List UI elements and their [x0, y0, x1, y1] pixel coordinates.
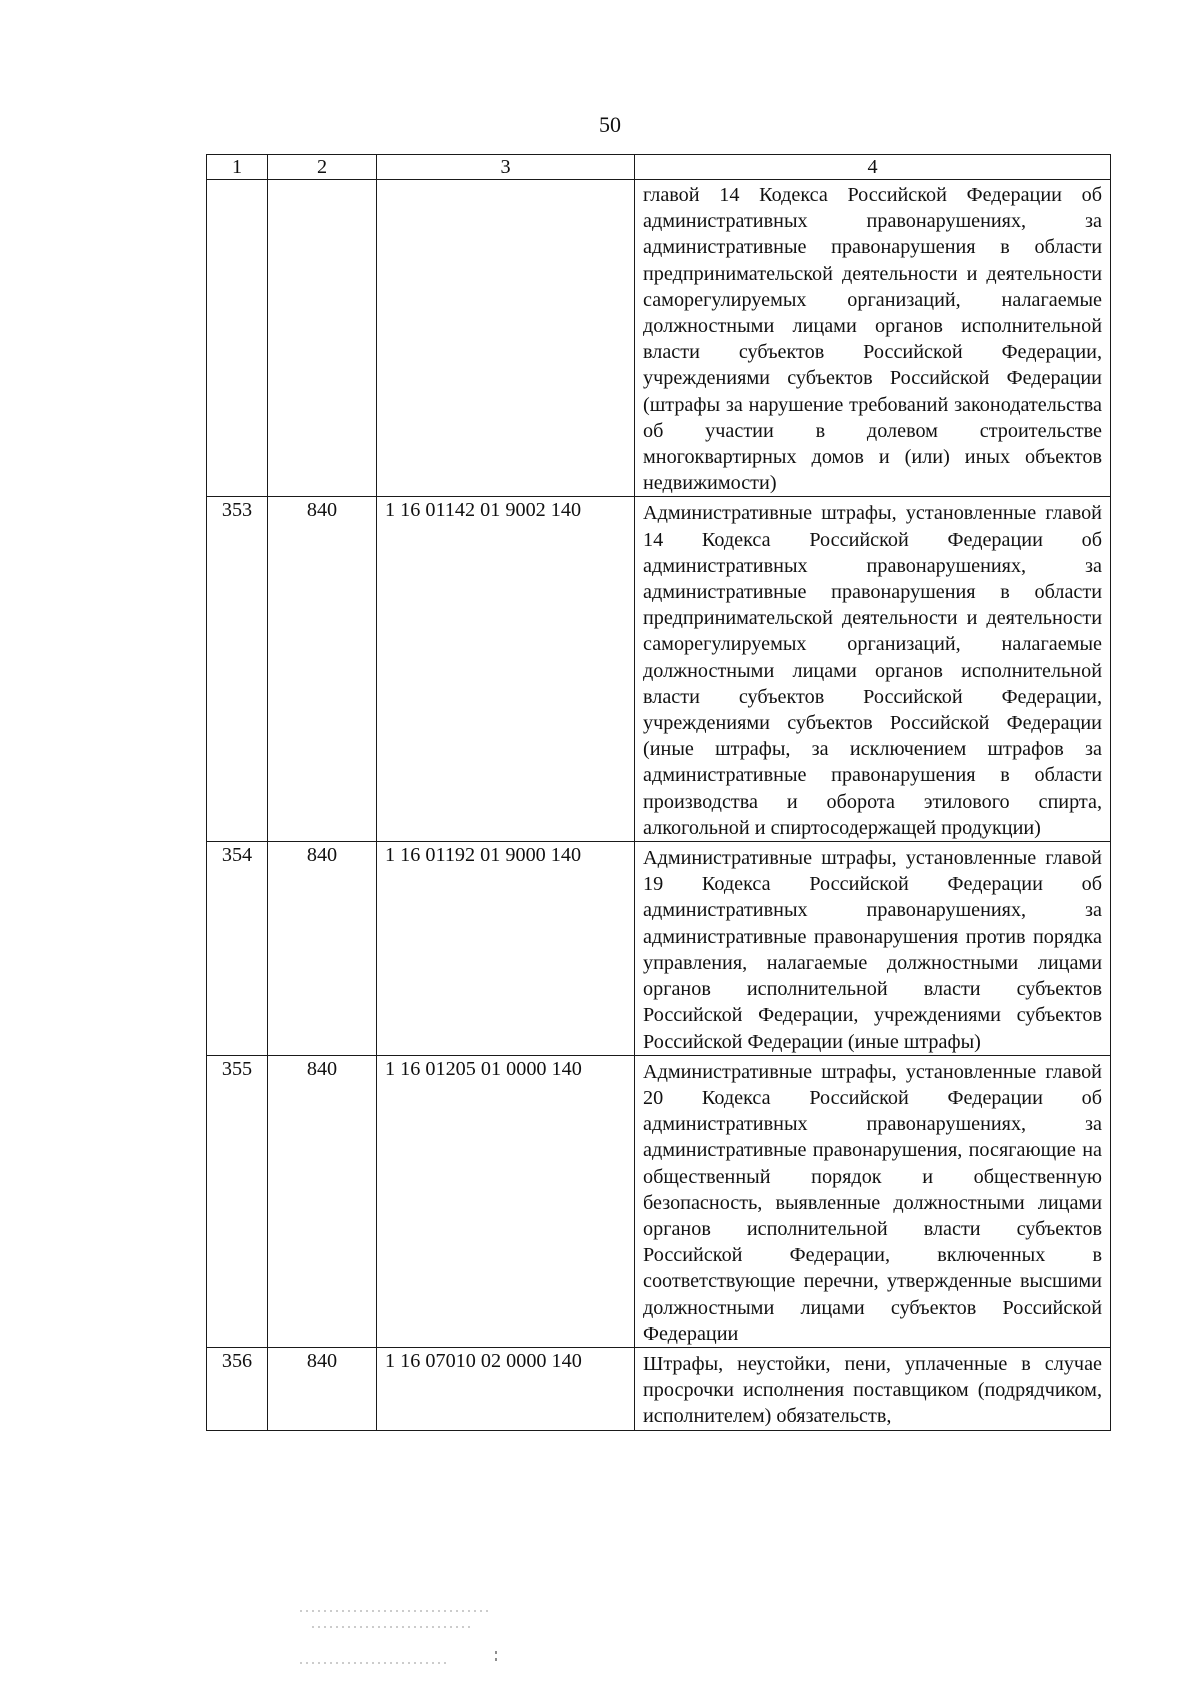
row-number: 355: [207, 1055, 268, 1347]
revenue-description: Административные штрафы, установленные главой 20 Кодекса Российской Федерации об административных правонарушениях, за административные правонарушения, посягающие на общественный порядок и общественную безопасность, выявленные должностными лицами органов исполнительной власти субъектов Российской Федерации, включенных в соответствующие перечни, утвержденные высшими должностными лицами субъектов Российской Федерации: [635, 1055, 1111, 1347]
table-row: [207, 497, 1111, 842]
scan-artifact: [300, 1605, 500, 1685]
revenue-code: 1 16 01205 01 0000 140: [377, 1055, 635, 1347]
header-col-1: 1: [207, 155, 268, 180]
table-row: [207, 842, 1111, 1056]
revenue-description: Административные штрафы, установленные главой 14 Кодекса Российской Федерации об административных правонарушениях, за административные правонарушения в области предпринимательской деятельности и деятельности саморегулируемых организаций, налагаемые должностными лицами органов исполнительной власти субъектов Российской Федерации, учреждениями субъектов Российской Федерации (иные штрафы, за исключением штрафов за административные правонарушения в области производства и оборота этилового спирта, алкогольной и спиртосодержащей продукции): [635, 497, 1111, 842]
header-row: [207, 155, 1111, 180]
admin-code: 840: [268, 1055, 377, 1347]
admin-code: 840: [268, 842, 377, 1056]
header-col-2: 2: [268, 155, 377, 180]
row-number: 356: [207, 1347, 268, 1430]
revenue-code: 1 16 01192 01 9000 140: [377, 842, 635, 1056]
table-row: [207, 1347, 1111, 1430]
row-number: 354: [207, 842, 268, 1056]
revenue-code: [377, 180, 635, 497]
revenue-code: 1 16 01142 01 9002 140: [377, 497, 635, 842]
revenue-description: главой 14 Кодекса Российской Федерации об административных правонарушениях, за административные правонарушения в области предпринимательской деятельности и деятельности саморегулируемых организаций, налагаемые должностными лицами органов исполнительной власти субъектов Российской Федерации, учреждениями субъектов Российской Федерации (штрафы за нарушение требований законодательства об участии в долевом строительстве многоквартирных домов и (или) иных объектов недвижимости): [635, 180, 1111, 497]
table-row: [207, 180, 1111, 497]
table-body: [207, 180, 1111, 1431]
row-number: [207, 180, 268, 497]
table-row: [207, 1055, 1111, 1347]
revenue-description: Административные штрафы, установленные главой 19 Кодекса Российской Федерации об административных правонарушениях, за административные правонарушения против порядка управления, налагаемые должностными лицами органов исполнительной власти субъектов Российской Федерации, учреждениями субъектов Российской Федерации (иные штрафы): [635, 842, 1111, 1056]
revenue-description: Штрафы, неустойки, пени, уплаченные в случае просрочки исполнения поставщиком (подрядчиком, исполнителем) обязательств,: [635, 1347, 1111, 1430]
revenue-code: 1 16 07010 02 0000 140: [377, 1347, 635, 1430]
row-number: 353: [207, 497, 268, 842]
table-header: [207, 155, 1111, 180]
admin-code: 840: [268, 497, 377, 842]
admin-code: 840: [268, 1347, 377, 1430]
page-number: 50: [599, 112, 621, 137]
budget-codes-table: [206, 154, 1111, 1431]
admin-code: [268, 180, 377, 497]
header-col-4: 4: [635, 155, 1111, 180]
header-col-3: 3: [377, 155, 635, 180]
